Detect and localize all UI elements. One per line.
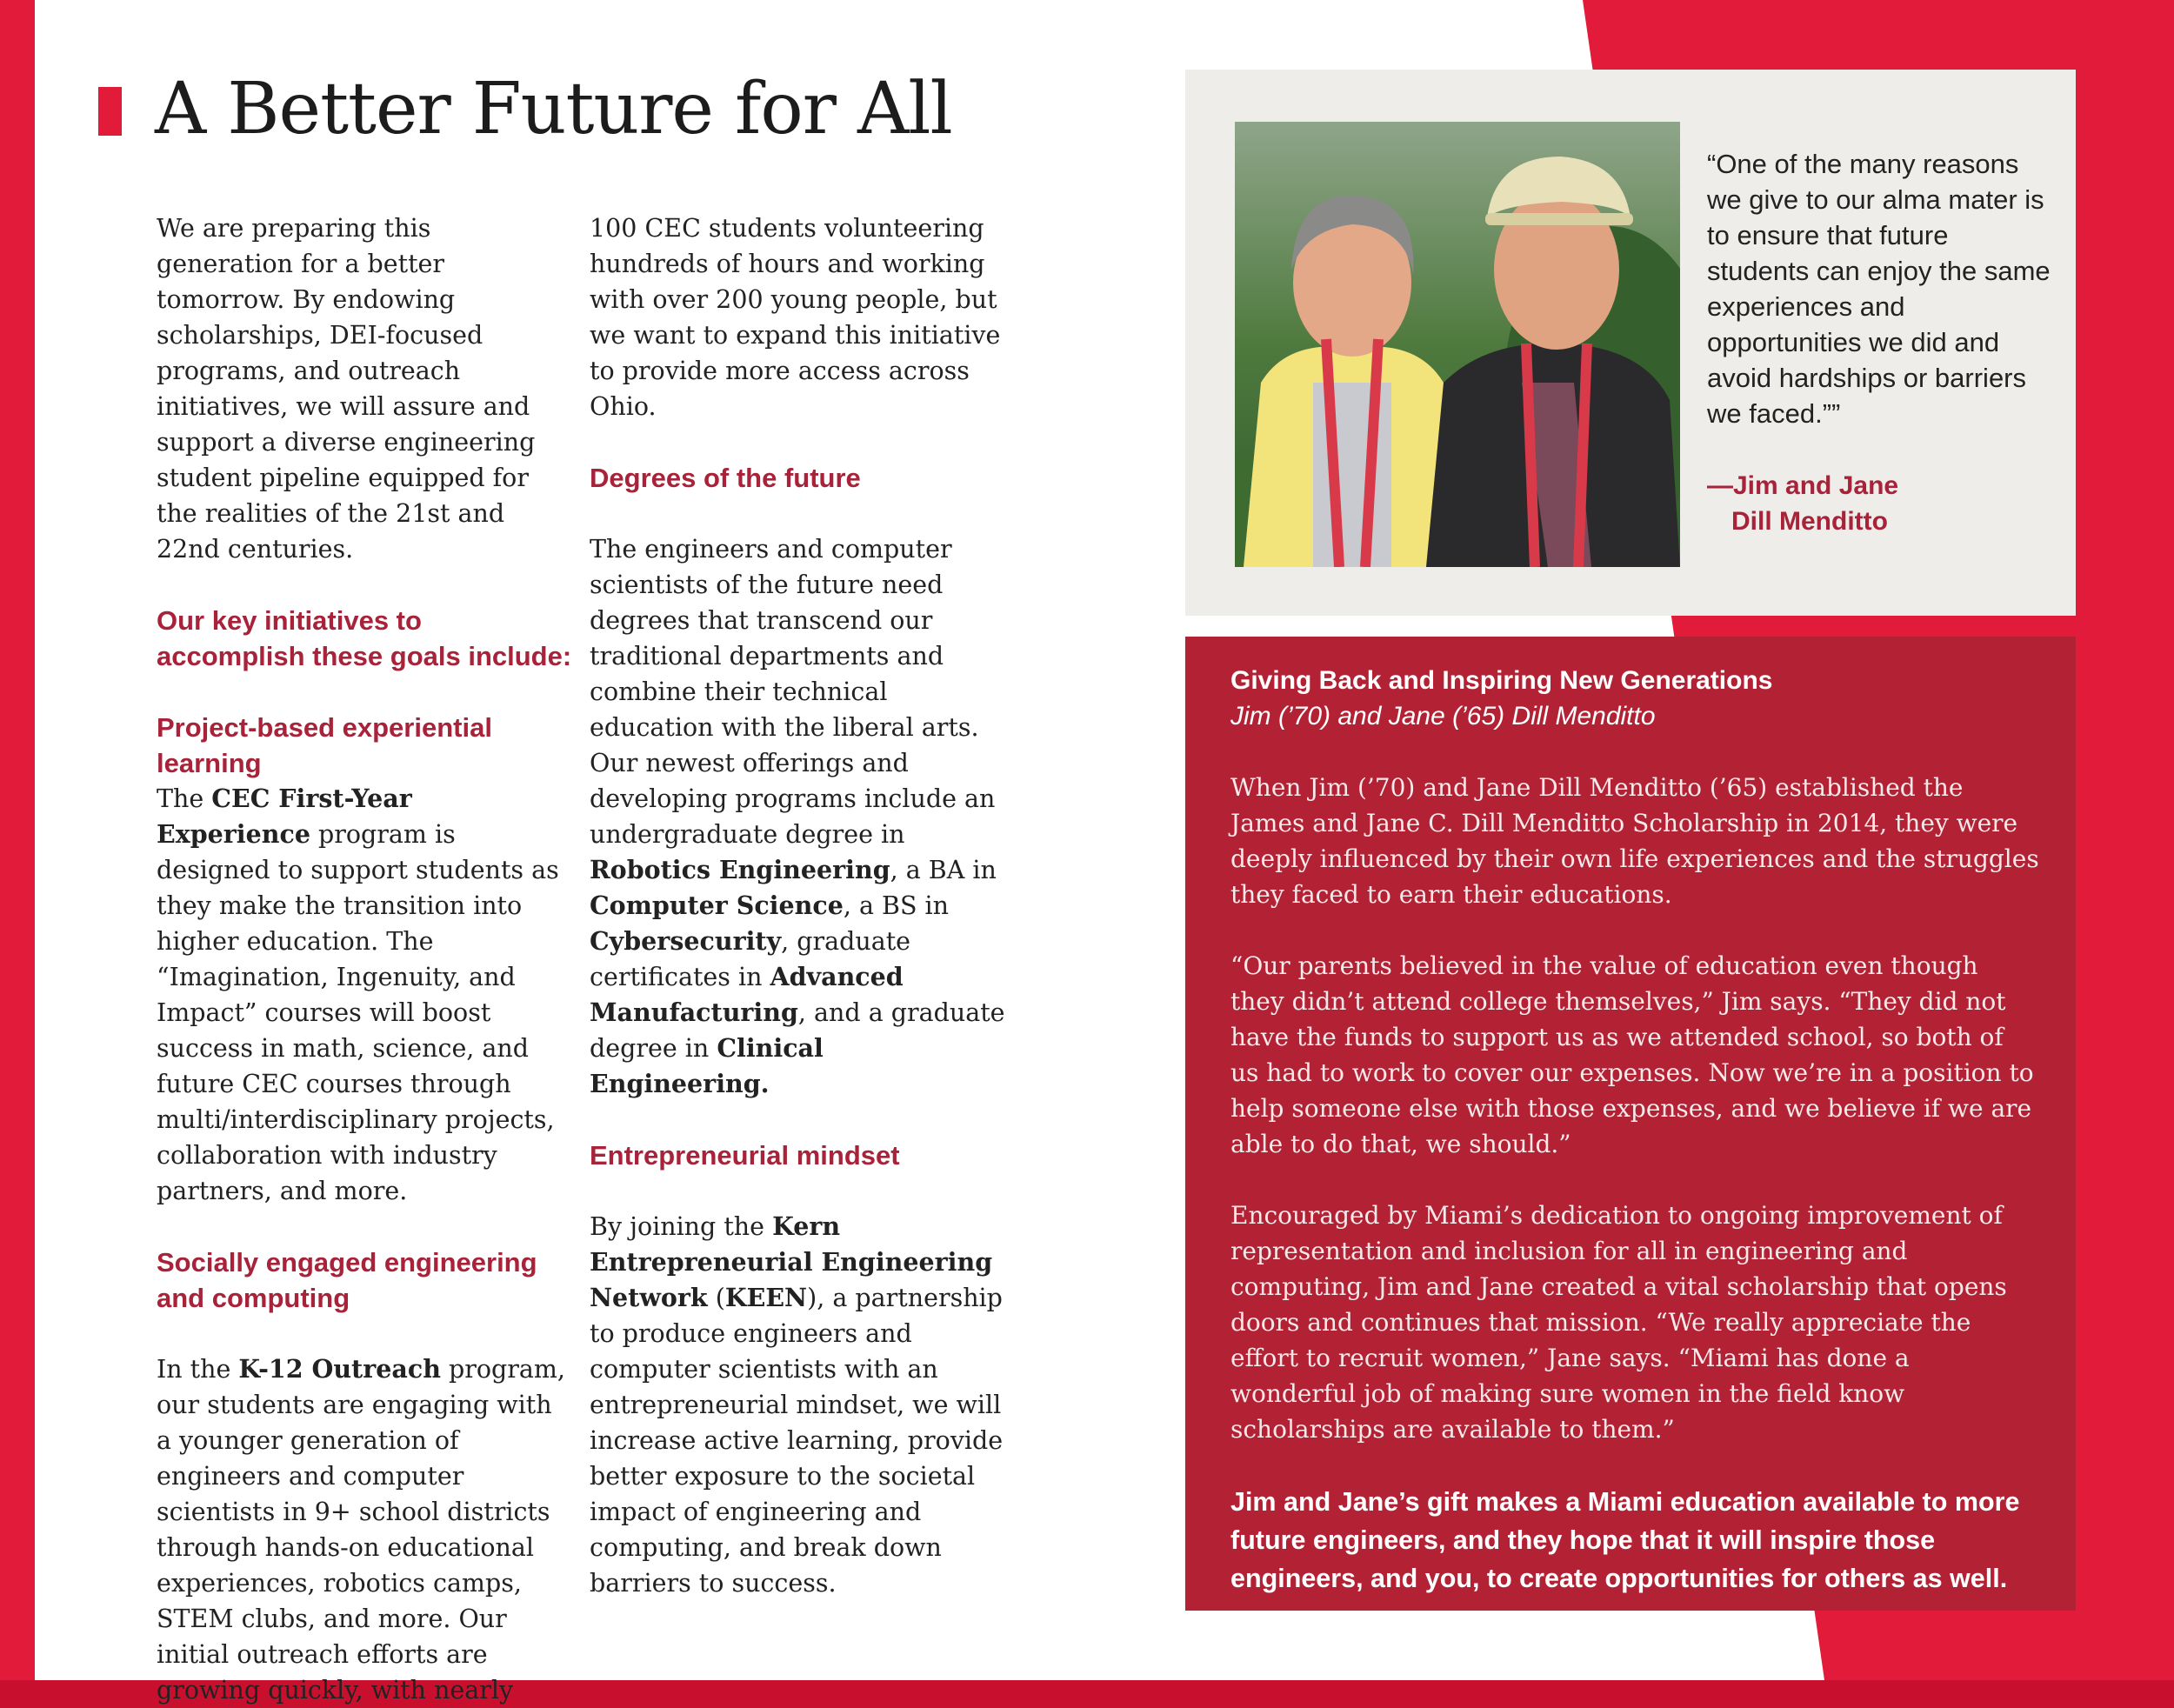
p3-bold-cs: Computer Science xyxy=(590,891,844,920)
page-title: A Better Future for All xyxy=(155,68,952,150)
closing-text-a: Jim and Jane’s gift makes a Miami education available to more future engineers, and they hope that it will inspire those engineers, and xyxy=(1230,1487,2020,1593)
p3-bold-manufacturing: Advanced Manufacturing xyxy=(590,962,904,1027)
p3-bold-robotics: Robotics Engineering xyxy=(590,855,890,884)
p2-text-a: In the xyxy=(157,1355,239,1384)
closing-text-b: , to create opportunities for others as well. xyxy=(1471,1564,2008,1593)
p1-text-a: The xyxy=(157,784,212,813)
p1-bold: CEC First-Year Experience xyxy=(157,784,412,849)
p3-text-c: , a BA in xyxy=(890,856,997,884)
left-red-border xyxy=(0,0,35,1680)
couple-photo-illustration xyxy=(1235,122,1680,567)
giving-title: Giving Back and Inspiring New Generations xyxy=(1230,666,1773,695)
key-initiatives-heading: Our key initiatives to accomplish these goals include: xyxy=(157,605,572,671)
closing-you: you xyxy=(1424,1564,1472,1593)
socially-engaged-heading: Socially engaged engineering and computing xyxy=(157,1247,537,1313)
p3-text-f: , and a graduate degree in xyxy=(590,998,1005,1063)
giving-paragraph-1: When Jim (’70) and Jane Dill Menditto (’65) established the James and Jane C. Dill Menditto Scholarship in 2014, they were deeply influenced by their own life experiences and the struggles they faced to earn their educations. xyxy=(1230,773,2039,909)
p4-bold-keen: KEEN xyxy=(724,1283,808,1312)
quote-attribution xyxy=(1707,468,2055,539)
project-based-heading: Project-based experiential learning xyxy=(157,712,492,778)
p4-text-d: ), a partnership to produce engineers and computer scientists with an entrepreneurial mindset, we will increase active learning, provide better exposure to the societal impact of engineering and computing, and break down barriers to success. xyxy=(590,1284,1004,1598)
attribution-line2: Dill Menditto xyxy=(1731,507,1888,536)
giving-paragraph-3: Encouraged by Miami’s dedication to ongoing improvement of representation and inclusion for all in engineering and computing, Jim and Jane created a vital scholarship that opens doors and continues that mission. “We really appreciate the effort to recruit women,” Jane says. “Miami has done a wonderful job of making sure women in the field know scholarships are available to them.” xyxy=(1230,1201,2007,1444)
p3-bold-cyber: Cybersecurity xyxy=(590,926,782,956)
menditto-quote: “One of the many reasons we give to our alma mater is to ensure that future students can enjoy the same experiences and opportunities we did and avoid hardships or barriers we faced.”” xyxy=(1707,149,2051,429)
p3-text-d: , a BS in xyxy=(843,891,950,920)
p4-text-a: By joining the xyxy=(590,1212,773,1241)
entrepreneurial-paragraph xyxy=(590,1209,1007,1601)
attribution-line1: —Jim and Jane xyxy=(1707,471,1899,500)
p3-bold-clinical: Clinical Engineering. xyxy=(590,1033,824,1098)
giving-closing xyxy=(1230,1483,2039,1598)
giving-paragraph-2: “Our parents believed in the value of education even though they didn’t attend college themselves,” Jim says. “They did not have the funds to support us as we attended school, so both of us had to work to cover our expenses. Now we’re in a position to help someone else with those expenses, and we believe if we are able to do that, we should.” xyxy=(1230,951,2034,1158)
p3-text-a: The engineers and computer scientists of the future need degrees that transcend our traditional departments and combine their technical education with the liberal arts. Our newest offerings and developing programs include an undergraduate degree in xyxy=(590,535,996,849)
p1-text-b: program is designed to support students as they make the transition into higher education. The “Imagination, Ingenuity, and Impact” courses will boost success in math, science, and future CEC courses through multi/interdisciplinary projects, collaboration with industry partners, and more. xyxy=(157,820,559,1205)
p4-text-c: ( xyxy=(707,1284,725,1312)
p2-bold: K-12 Outreach xyxy=(238,1354,441,1384)
intro-paragraph: We are preparing this generation for a better tomorrow. By endowing scholarships, DEI-focused programs, and outreach initiatives, we will assure and support a diverse engineering student pipeline equipped for the realities of the 21st and 22nd centuries. xyxy=(157,214,536,564)
column-middle xyxy=(590,210,1007,1637)
degrees-paragraph xyxy=(590,531,1007,1102)
p3-text-e: , graduate certificates in xyxy=(590,927,911,991)
menditto-photo xyxy=(1235,122,1680,567)
title-accent-bar xyxy=(98,87,122,136)
p4-bold-keen-full: Kern Entrepreneurial Engineering Network xyxy=(590,1211,993,1312)
degrees-heading: Degrees of the future xyxy=(590,463,861,493)
giving-subtitle: Jim (’70) and Jane (’65) Dill Menditto xyxy=(1230,702,1656,731)
column-left xyxy=(157,210,574,1708)
continued-paragraph: 100 CEC students volunteering hundreds of hours and working with over 200 young people, but we want to expand this initiative to provide more access across Ohio. xyxy=(590,214,1001,421)
giving-back-panel xyxy=(1185,637,2076,1611)
entrepreneurial-heading: Entrepreneurial mindset xyxy=(590,1140,900,1171)
p2-text-b: program, our students are engaging with a younger generation of engineers and computer scientists in 9+ school districts through hands-on educational experiences, robotics camps, STEM clubs, and more. Our initial outreach efforts are growing quickly, with nearly xyxy=(157,1355,565,1705)
